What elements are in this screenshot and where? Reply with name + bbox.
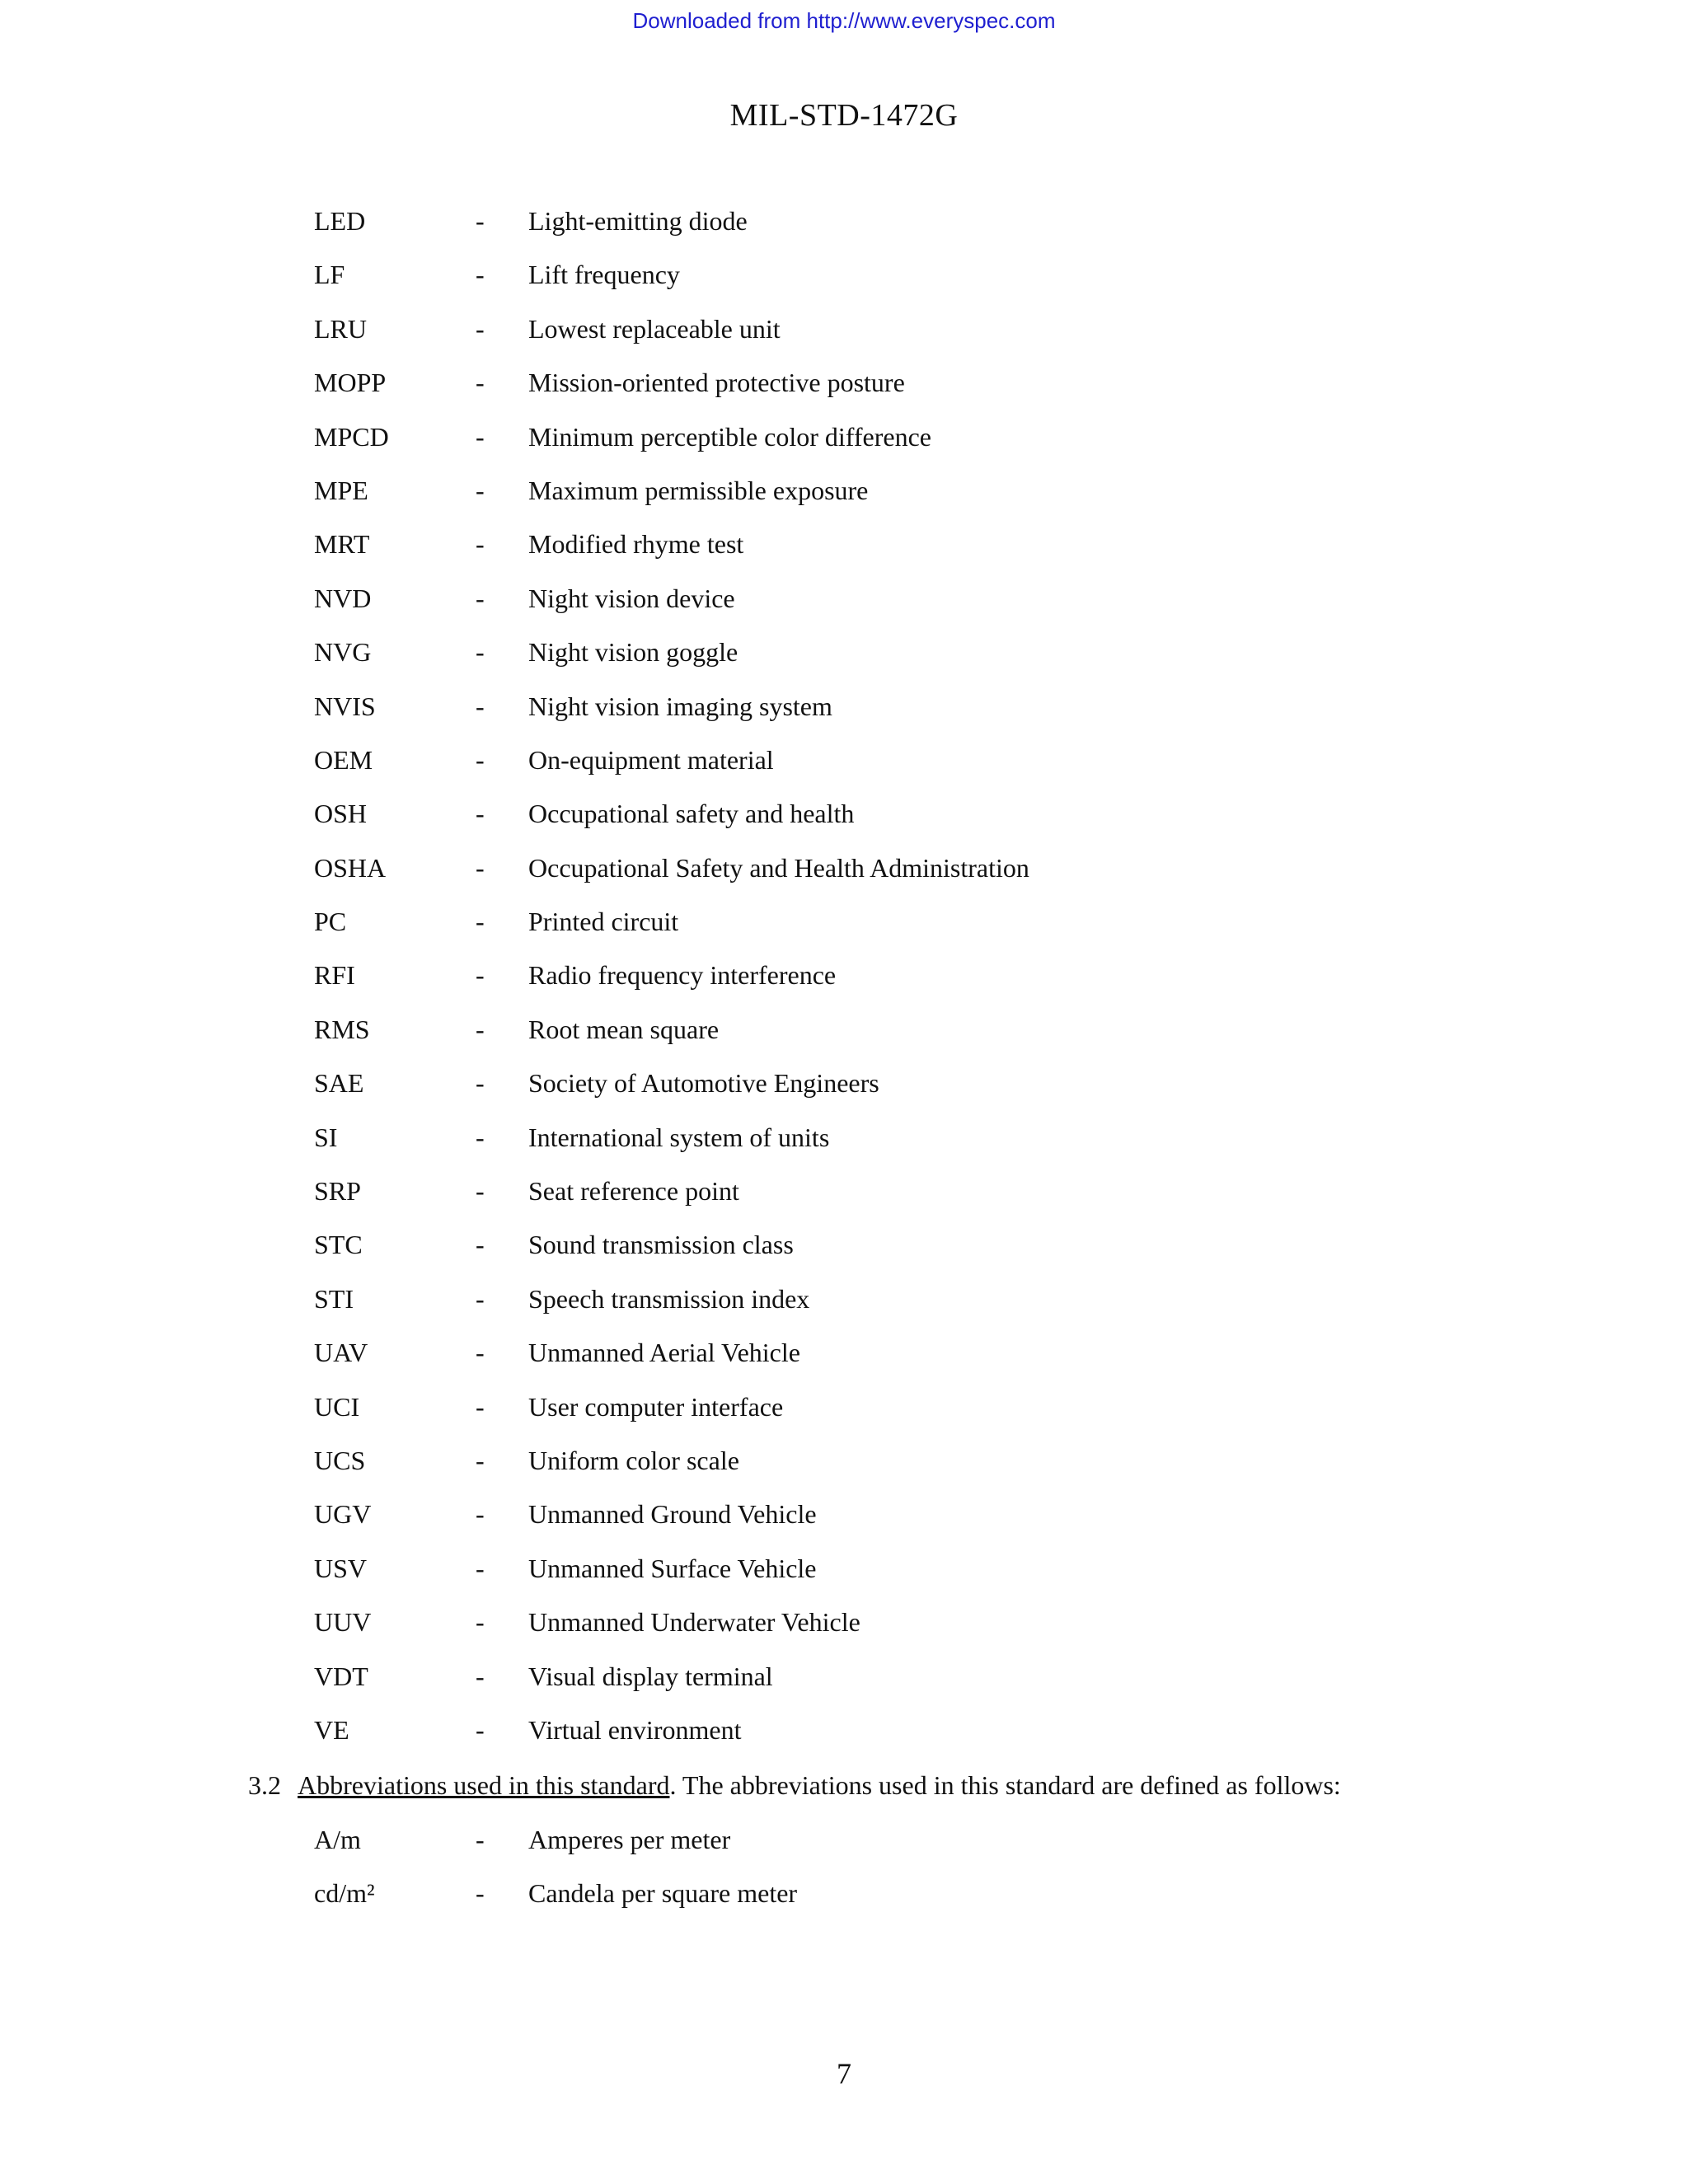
abbreviation: RFI [314,960,355,991]
definition: Night vision imaging system [528,691,832,721]
abbreviation: OEM [314,744,373,775]
definition: Modified rhyme test [528,529,744,560]
list-item [314,1823,1550,1877]
abbreviation: SI [314,1122,338,1152]
list-item [314,204,1550,258]
abbreviation: RMS [314,1014,370,1044]
abbreviation: OSHA [314,852,387,883]
abbreviation: SRP [314,1176,361,1207]
section-heading: Abbreviations used in this standard [298,1770,670,1800]
definition: Lowest replaceable unit [528,313,781,344]
separator-dash: - [476,583,485,613]
separator-dash: - [476,907,485,937]
abbreviation: LED [314,206,366,236]
abbreviation: PC [314,907,347,937]
list-item [314,1605,1550,1659]
list-item [314,1713,1550,1767]
list-item [314,1444,1550,1497]
list-item [314,1121,1550,1174]
abbreviation-list-units [314,1823,1550,1931]
separator-dash: - [476,1230,485,1260]
definition: Mission-oriented protective posture [528,368,905,398]
section-text: . The abbreviations used in this standard are defined as follows: [669,1770,1341,1800]
list-item [314,1390,1550,1444]
separator-dash: - [476,421,485,452]
definition: Radio frequency interference [528,960,837,991]
separator-dash: - [476,1661,485,1691]
definition: Candela per square meter [528,1878,798,1909]
list-item [314,1066,1550,1120]
list-item [314,474,1550,527]
list-item [314,905,1550,958]
separator-dash: - [476,475,485,505]
separator-dash: - [476,960,485,991]
list-item [314,635,1550,689]
definition: Occupational safety and health [528,799,855,829]
list-item [314,582,1550,635]
abbreviation: UUV [314,1607,372,1638]
abbreviation: STI [314,1283,354,1314]
separator-dash: - [476,1014,485,1044]
definition: Night vision device [528,583,735,613]
list-item [314,743,1550,797]
abbreviation: UCS [314,1445,366,1475]
document-title: MIL-STD-1472G [729,98,959,133]
separator-dash: - [476,1607,485,1638]
separator-dash: - [476,1122,485,1152]
list-item [314,527,1550,581]
separator-dash: - [476,744,485,775]
separator-dash: - [476,1714,485,1745]
abbreviation: USV [314,1553,368,1583]
separator-dash: - [476,637,485,668]
definition: Night vision goggle [528,637,738,668]
separator-dash: - [476,1391,485,1422]
separator-dash: - [476,1825,485,1854]
separator-dash: - [476,1878,485,1909]
abbreviation: UAV [314,1338,368,1368]
abbreviation: LF [314,260,345,290]
definition: Virtual environment [528,1714,742,1745]
list-item [314,1282,1550,1336]
abbreviation: OSH [314,799,368,829]
list-item [314,1336,1550,1390]
separator-dash: - [476,206,485,236]
list-item [314,258,1550,312]
separator-dash: - [476,529,485,560]
definition: Unmanned Ground Vehicle [528,1499,817,1530]
list-item [314,420,1550,474]
definition: Seat reference point [528,1176,739,1207]
definition: Speech transmission index [528,1283,810,1314]
definition: Amperes per meter [528,1825,731,1854]
download-source-link[interactable]: Downloaded from http://www.everyspec.com [632,8,1056,33]
abbreviation: MPE [314,475,368,505]
list-item [314,366,1550,419]
definition: International system of units [528,1122,830,1152]
abbreviation-list [314,204,1550,1767]
abbreviation: STC [314,1230,363,1260]
definition: Minimum perceptible color difference [528,421,931,452]
separator-dash: - [476,313,485,344]
abbreviation: MOPP [314,368,387,398]
page-number: 7 [837,2057,851,2090]
list-item [314,797,1550,851]
list-item [314,851,1550,905]
abbreviation: MPCD [314,421,389,452]
list-item [314,958,1550,1012]
separator-dash: - [476,691,485,721]
abbreviation: VDT [314,1661,368,1691]
separator-dash: - [476,1176,485,1207]
definition: Unmanned Underwater Vehicle [528,1607,860,1638]
definition: Printed circuit [528,907,679,937]
definition: Lift frequency [528,260,680,290]
abbreviation: SAE [314,1068,364,1099]
definition: Occupational Safety and Health Administration [528,852,1029,883]
abbreviation: VE [314,1714,349,1745]
abbreviation: NVG [314,637,372,668]
list-item [314,1174,1550,1228]
definition: Maximum permissible exposure [528,475,869,505]
separator-dash: - [476,1283,485,1314]
abbreviation: UCI [314,1391,360,1422]
separator-dash: - [476,1445,485,1475]
abbreviation: cd/m² [314,1878,375,1909]
list-item [314,1877,1550,1930]
list-item [314,1497,1550,1551]
definition: Unmanned Surface Vehicle [528,1553,817,1583]
definition: Visual display terminal [528,1661,773,1691]
definition: User computer interface [528,1391,784,1422]
separator-dash: - [476,1499,485,1530]
separator-dash: - [476,368,485,398]
abbreviation: MRT [314,529,370,560]
definition: Uniform color scale [528,1445,739,1475]
separator-dash: - [476,799,485,829]
separator-dash: - [476,852,485,883]
definition: Root mean square [528,1014,720,1044]
definition: On-equipment material [528,744,774,775]
abbreviation: NVIS [314,691,376,721]
definition: Society of Automotive Engineers [528,1068,879,1099]
abbreviation: UGV [314,1499,372,1530]
section-paragraph [248,1769,1341,1802]
abbreviation: NVD [314,583,372,613]
definition: Sound transmission class [528,1230,794,1260]
list-item [314,1013,1550,1066]
abbreviation: A/m [314,1825,361,1854]
list-item [314,1228,1550,1282]
definition: Light-emitting diode [528,206,748,236]
list-item [314,1660,1550,1713]
section-number: 3.2 [248,1770,281,1800]
separator-dash: - [476,260,485,290]
list-item [314,312,1550,366]
list-item [314,1552,1550,1605]
separator-dash: - [476,1068,485,1099]
separator-dash: - [476,1553,485,1583]
abbreviation: LRU [314,313,367,344]
separator-dash: - [476,1338,485,1368]
definition: Unmanned Aerial Vehicle [528,1338,800,1368]
list-item [314,690,1550,743]
